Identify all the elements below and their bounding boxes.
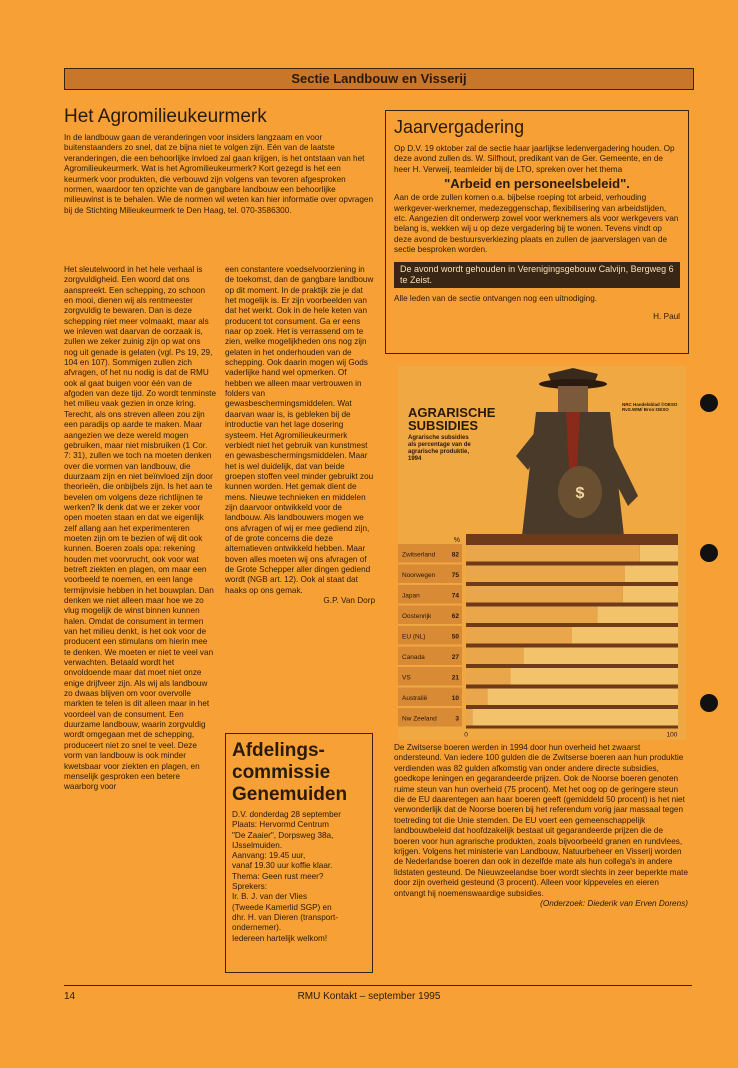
farmer-illustration [516, 368, 638, 550]
afd-line: Iedereen hartelijk welkom! [232, 933, 328, 943]
bar-remainder [572, 627, 678, 644]
chart-caption-text: De Zwitserse boeren werden in 1994 door hun overheid het zwaarst ondersteund. Van iedere 100 gulden die de Zwitserse boeren aan hun produktie verdienden was 82 gulden afkomstig van onder andere directe subsidies, goedkope leningen en gegarandeerde prijzen. Ook de Noorse boeren genoten ruime steun van hun overheid (75 procent). Met het oog op de geringere steun die de EU daarentegen aan haar boeren geeft (gemiddeld 50 procent) is het niet verwonderlijk dat de Noorse boeren bij het referendum vorig jaar massaal tegen toetreding tot die Unie stemden. De EU voert een gemeenschappelijk landbouwbeleid dat hoofdzakelijk bestaat uit gegarandeerde prijzen die de boeren voor hun agrarische produkten, zoals bijvoorbeeld granen en rundvlees, krijgen. Volgens het ministerie van Landbouw, Natuurbeheer en Visserij worden de Nederlandse boeren dan ook in dezelfde mate als hun collega's in andere lidstaten gesteund. De Nieuwzeelandse boer wordt slechts in zeer beperkte mate door zijn overheid gesteund (3 procent). Alleen voor kippeveles en eieren ontvangt hij noemenswaardige subsidies. [394, 743, 689, 898]
afd-title-line: Afdelings- [232, 740, 325, 761]
subsidies-chart [398, 366, 686, 740]
afd-line: dhr. H. van Dieren (transport- [232, 912, 339, 922]
article-column-2 [225, 265, 375, 725]
chart-caption-credit: (Onderzoek: Diederik van Erven Dorens) [540, 899, 688, 909]
afd-line: IJsselmuiden. [232, 840, 283, 850]
article-header [64, 106, 376, 216]
article-title: Het Agromilieukeurmerk [64, 106, 267, 127]
chart-unit-label: % [453, 537, 460, 544]
jaarvergadering-title: Jaarvergadering [394, 117, 525, 137]
category-label: Oostenrijk [402, 612, 432, 620]
value-label: 21 [451, 674, 459, 682]
afd-line: Plaats: Hervormd Centrum [232, 820, 329, 830]
punch-hole [700, 394, 718, 412]
afd-line: Sprekers: [232, 882, 268, 892]
afd-title-line: Genemuiden [232, 784, 348, 805]
category-label: Australië [402, 694, 428, 702]
bar-remainder [523, 648, 678, 665]
bar [466, 586, 623, 603]
bar [466, 668, 511, 685]
punch-hole [700, 544, 718, 562]
afd-line: ondernemer). [232, 923, 282, 933]
bar-remainder [511, 668, 678, 685]
article-author: G.P. Van Dorp [323, 596, 375, 605]
bar-remainder [623, 586, 678, 603]
category-label: Zwitserland [402, 551, 436, 559]
afd-title [232, 740, 366, 806]
svg-text:$: $ [575, 485, 585, 502]
afd-line: D.V. donderdag 28 september [232, 810, 341, 819]
category-label: Japan [402, 592, 420, 600]
chart-title: AGRARISCHE SUBSIDIES [408, 405, 496, 433]
afdelingscommissie-box [225, 733, 373, 973]
value-label: 27 [451, 653, 459, 661]
value-label: 75 [451, 571, 459, 579]
tick-label: 0 [464, 731, 468, 739]
article-col2-text: een constantere voedselvoorziening in de toekomst, dan de gangbare landbouw op dit moment. In de praktijk zie je dat het mogelijk is. Er zijn voorbeelden van dat het werkt. Ook in de hele keten van producent tot consument. Ga er eens naar op zoek. Het is verrassend om te zien, welke mogelijkheden ons nog zijn gelaten in het onderhouden van de schepping. Ook daarin mogen wij Gods vaderlijke hand wel opmerken. Of hebben we alleen maar vertrouwen in folders van gewasbeschermingsmiddelen. Wat daarvan waar is, is gebleken bij de introductie van het lage dosering systeem. Het Agromilieukeurmerk verbiedt niet het gebruik van kunstmest en gewasbeschermingsmiddelen. Maar het is wel duidelijk, dat van beide groepen stoffen veel minder gebruikt zou kunnen worden. Het gemak dient de mens. Nieuwe technieken en middelen zijn daarvoor ontwikkeld voor de landbouw. Als landbouwers mogen we ons afvragen of wij er mee gediend zijn, of de grote concerns die deze alternatieven ontwikkeld hebben. Maar boven alles moeten wij ons afvragen of de Grote Schepper aller dingen gediend wordt (NGB art. 12). Ook al staat dat haaks op ons gemak. [225, 265, 374, 595]
category-label: Nw Zeeland [402, 715, 437, 723]
bar [466, 607, 597, 624]
chart-caption [394, 743, 688, 910]
category-label: VS [402, 674, 411, 682]
page-number: 14 [64, 991, 76, 1002]
afd-line: (Tweede Kamerlid SGP) en [232, 902, 332, 912]
bar [466, 627, 572, 644]
value-label: 62 [451, 612, 459, 620]
bar-remainder [472, 709, 678, 726]
bar [466, 709, 472, 726]
section-banner: Sectie Landbouw en Visserij [64, 68, 694, 90]
jaarvergadering-location: De avond wordt gehouden in Verenigingsgebouw Calvijn, Bergweg 6 te Zeist. [394, 262, 680, 288]
footer-rule [64, 985, 692, 986]
value-label: 82 [451, 551, 459, 559]
bar [466, 689, 487, 706]
afd-line: Ir. B. J. van der Vlies [232, 892, 308, 902]
afd-line: Thema: Geen rust meer? [232, 871, 324, 881]
jaarvergadering-box [385, 110, 689, 354]
article-col1-text: Het sleutelwoord in het hele verhaal is zorgvuldigheid. Een woord dat ons aanspreekt. Een schepping, zo schoon en mooi, dienen wij als rentmeester zorgvuldig te bewaren. Dan is deze schepping niet meer volmaakt, maar als we inleven wat daarvan de oorzaak is, zullen we zeker zuinig zijn op wat ons nog uit genade is gelaten (vgl. Ps 19, 29, 104 en 107). Sommigen zullen zich afvragen, of het nu nodig is dat de RMU ook al gaat buigen voor één van de afgoden van deze tijd. Zo wordt tenminste het milieu vaak gezien in onze kring. Terecht, als ons streven alleen zou zijn een paradijs op aarde te maken. Maar aangezien we deze wereld mogen gebruiken, maar niet misbruiken (1 Cor. 7: 31), zullen we toch na moeten denken over die vormen van landbouw, die duurzaam zijn en niet beïnvloed zijn door theorieën, die onbijbels zijn. Is het aan te bevelen om volgens deze richtlijnen te werken? Ik denk dat we er zeker voor open moeten staan en dat we eigenlijk zelf allang aan het experimenteren moeten zijn om te bezien of wij dit ook kunnen. Boeren zoals opa: rekening houden met voorvrucht, ook voor wat betreft ziekten en plagen, om maar een voorbeeld te noemen, en een lange termijnvisie hebben in het bouwplan. Dan denken we niet alleen maar hoe we zo vlug mogelijk de winst binnen kunnen halen. Omdat de consument in termen van het milieu denkt, is het ook voor de producent een stimulans om hierin mee te denken. We moeten er niet te veel van verwachten. Betaald wordt het onvoldoende maar dat moet niet onze enige drijfveer zijn. Als wij als landbouw zo dwaas blijven om voor overvolle markten te telen is dit alleen maar in het voordeel van de consument. Een duurzame landbouw, waarin zorgvuldig wordt omgegaan met de schepping, produceert niet zo snel te veel. Deze vorm van landbouw is ook minder kwetsbaar voor ziekten en plagen, en menselijk gesproken een betere waarborg voor [64, 265, 216, 792]
jaarvergadering-body: Aan de orde zullen komen o.a. bijbelse roeping tot arbeid, verhouding werkgever-werknemer, medezeggenschap, flexibilisering van arbeidstijden, etc. Aangezien dit onderwerp zowel voor werknemers als voor werkgevers van belang is, wekken wij u op deze vergadering bij te wonen. Tevens vindt op deze avond de bestuursverkiezing plaats en zullen de jaarverslagen van de sectie besproken worden. [394, 193, 679, 255]
afd-line: vanaf 19.30 uur koffie klaar. [232, 861, 333, 871]
chart-heading [408, 406, 518, 463]
jaarvergadering-intro: Op D.V. 19 oktober zal de sectie haar jaarlijkse ledenvergadering houden. Op deze avond zullen ds. W. Silfhout, predikant van de Ger. Gemeente, en de heer H. Verweij, teamleider bij de LTO, spreken over het thema [394, 144, 675, 174]
tick-label: 100 [666, 731, 678, 739]
article-column-1 [64, 265, 216, 980]
chart-subtitle: Agrarische subsidies als percentage van de agrarische produktie, 1994 [408, 435, 471, 462]
bar [466, 566, 625, 583]
punch-hole [700, 694, 718, 712]
bar [466, 545, 640, 562]
bar-remainder [625, 566, 678, 583]
jaarvergadering-theme: "Arbeid en personeelsbeleid". [444, 176, 630, 192]
value-label: 3 [455, 715, 459, 723]
category-label: Canada [402, 653, 425, 661]
value-label: 50 [451, 633, 459, 641]
afd-line: "De Zaaier", Dorpsweg 38a, [232, 830, 334, 840]
chart-source: NRC Handelsblad ©OESO RvS.WIM/ Bron:OESO [622, 402, 678, 412]
bar-remainder [640, 545, 678, 562]
bar-remainder [597, 607, 678, 624]
article-intro: In de landbouw gaan de veranderingen voor insiders langzaam en voor buitenstaanders zo snel, dat ze bijna niet te volgen zijn. Eén van de laatste veranderingen, die een behoorlijke invloed zal gaan krijgen, is het ontstaan van het Agromilieukeurmerk. Wat is het Agromilieukeurmerk? Kort gezegd is het een keurmerk voor produkten, die verbouwd zijn volgens van tevoren afgesproken normen, waardoor ten opzichte van de gangbare landbouw een behoorlijke milieuwinst is te behalen. Wie de normen wil weten kan hier informatie over opvragen bij de Stichting Milieukeurmerk te Den Haag, tel. 070-3586300. [64, 133, 374, 215]
bar [466, 648, 523, 665]
category-label: EU (NL) [402, 633, 426, 641]
category-label: Noorwegen [402, 571, 436, 579]
publication-line: RMU Kontakt – september 1995 [297, 991, 441, 1002]
jaarvergadering-signature: H. Paul [653, 312, 680, 322]
value-label: 10 [451, 694, 459, 702]
jaarvergadering-invite: Alle leden van de sectie ontvangen nog een uitnodiging. [394, 293, 598, 303]
bar-remainder [487, 689, 678, 706]
afd-title-line: commissie [232, 762, 331, 783]
value-label: 74 [451, 592, 459, 600]
afd-line: Aanvang: 19.45 uur, [232, 851, 306, 861]
